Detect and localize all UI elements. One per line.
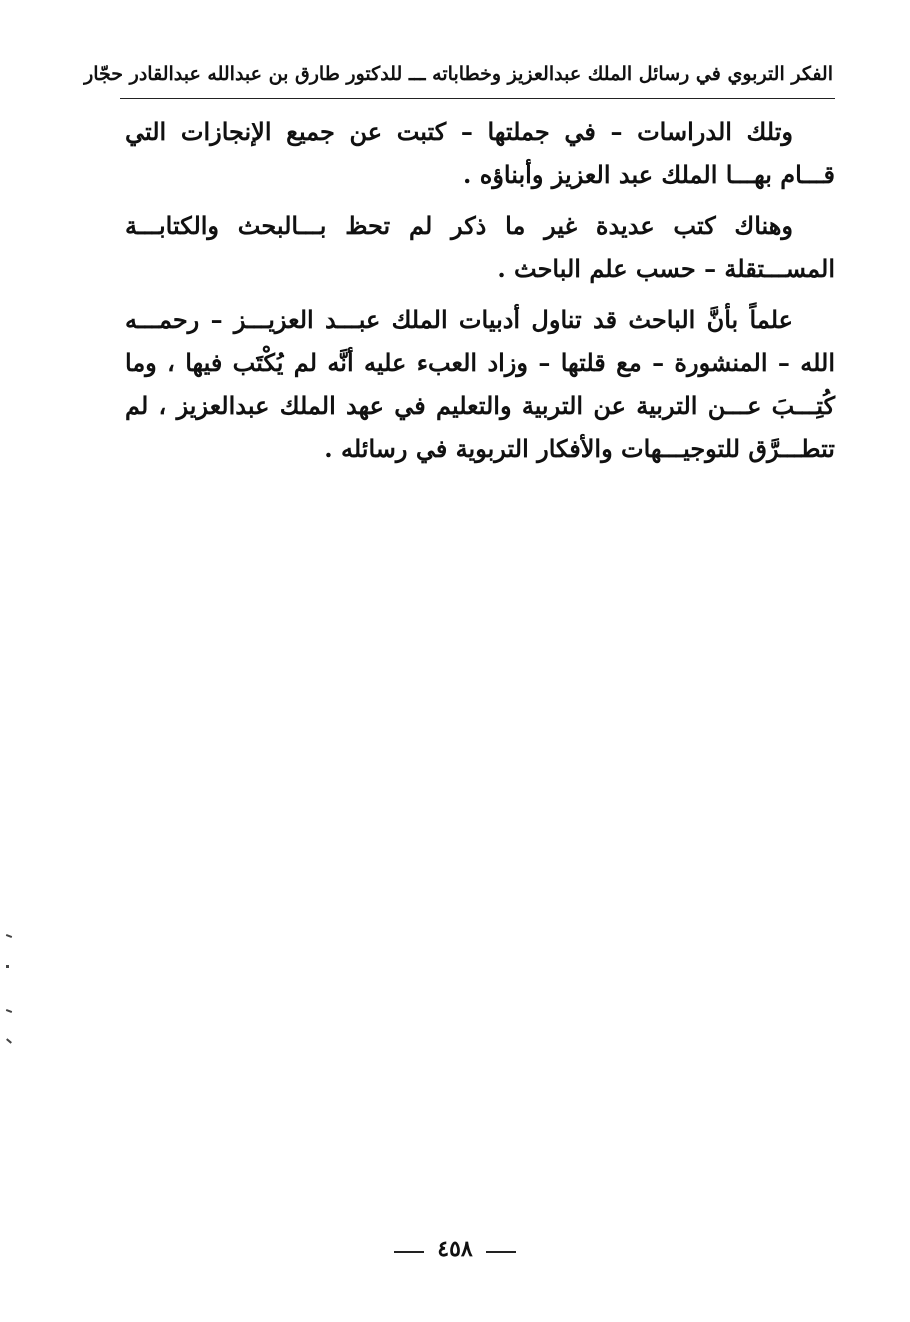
paragraph-2: وهناك كتب عديدة غير ما ذكر لم تحظ بـــالبحث والكتابـــة المســـتقلة – حسب علم الباحث .: [125, 211, 835, 283]
scan-margin-mark: [6, 965, 9, 968]
paragraph-1: وتلك الدراسات – في جملتها – كتبت عن جميع الإنجازات التي قـــام بهـــا الملك عبد العزيز وأبناؤه .: [125, 117, 835, 189]
footer-dash-left: [394, 1251, 424, 1253]
scan-margin-mark: [6, 1038, 12, 1043]
running-title: الفكر التربوي في رسائل الملك عبدالعزيز وخطاباته ـــ للدكتور طارق بن عبدالله عبدالقادر حجّار: [84, 63, 833, 85]
footer-dash-right: [486, 1251, 516, 1253]
scan-margin-mark: [6, 934, 12, 938]
page-footer: [0, 1236, 910, 1262]
page-number: ٤٥٨: [437, 1236, 473, 1262]
page-body: [125, 110, 835, 478]
paragraph-3: علماً بأنَّ الباحث قد تناول أدبيات الملك عبـــد العزيـــز – رحمـــه الله – المنشورة – مع قلتها – وزاد العبء عليه أنَّه لم يُكْتَب فيها ، وما كُتِـــبَ عـــن التربية عن التربية والتعليم في عهد الملك عبدالعزيز ، لم تتطـــرَّق للتوجيـــهات والأفكار التربوية في رسائله .: [125, 305, 835, 463]
scan-margin-mark: [6, 1009, 12, 1013]
page-header: [84, 58, 835, 99]
